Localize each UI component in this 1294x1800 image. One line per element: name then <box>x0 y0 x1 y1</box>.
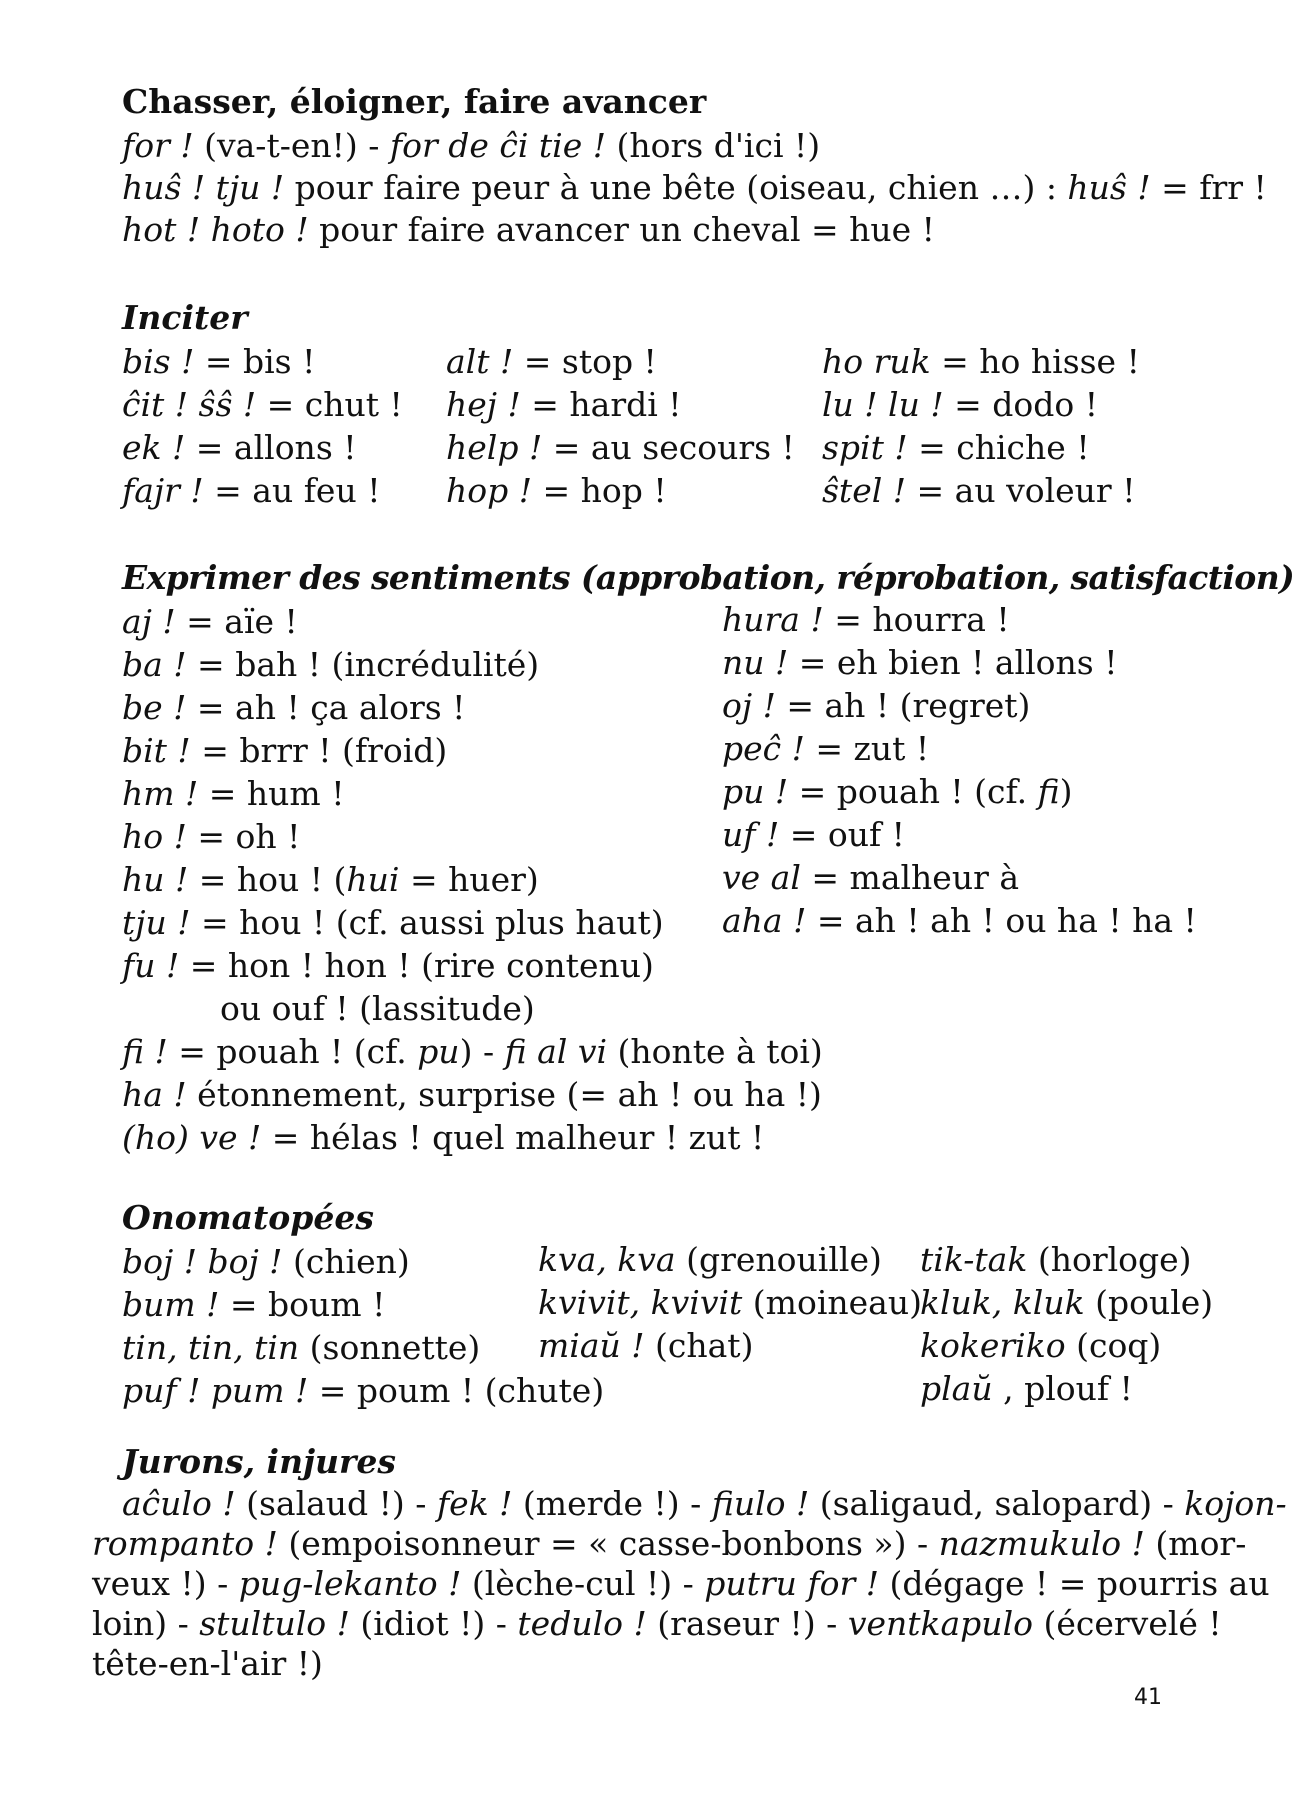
paragraph-line <box>92 1524 1247 1564</box>
translation-text: (poule) <box>1084 1283 1214 1322</box>
entry-line <box>122 860 539 900</box>
translation-text: = au voleur ! <box>906 471 1136 510</box>
translation-text: (salaud !) - <box>235 1484 437 1523</box>
esperanto-term: hui <box>346 860 400 899</box>
translation-text: tête-en-l'air !) <box>92 1644 323 1683</box>
entry-line <box>122 385 403 425</box>
translation-text: = allons ! <box>185 428 357 467</box>
entry-line <box>722 643 1117 683</box>
entry-line <box>122 946 654 986</box>
translation-text: (sonnette) <box>299 1328 481 1367</box>
esperanto-term: fajr ! <box>122 471 204 510</box>
translation-text: (va-t-en!) - <box>193 126 390 165</box>
esperanto-term: (ho) ve ! <box>122 1118 262 1157</box>
esperanto-term: ek ! <box>122 428 186 467</box>
esperanto-term: kokeriko <box>920 1326 1066 1365</box>
esperanto-term: bum ! <box>122 1285 220 1324</box>
esperanto-term: bit ! <box>122 731 191 770</box>
esperanto-term: ha ! <box>122 1075 187 1114</box>
entry-line <box>538 1240 882 1280</box>
esperanto-term: be ! <box>122 688 187 727</box>
entry-line <box>122 1032 823 1072</box>
translation-text: = hum ! <box>198 774 345 813</box>
entry-line <box>122 774 344 814</box>
entry-line <box>122 1075 822 1115</box>
esperanto-term: aj ! <box>122 602 176 641</box>
translation-text: = hop ! <box>532 471 667 510</box>
esperanto-term: pu ! <box>722 772 789 811</box>
entry-line <box>446 471 667 511</box>
translation-text: = aïe ! <box>175 602 298 641</box>
translation-text: = frr ! <box>1150 168 1267 207</box>
translation-text: = ho hisse ! <box>930 342 1140 381</box>
entry-line <box>920 1240 1192 1280</box>
esperanto-term: ĉit ! ŝŝ ! <box>122 385 257 424</box>
esperanto-term: hot ! hoto ! <box>122 210 309 249</box>
esperanto-term: help ! <box>446 428 543 467</box>
entry-line <box>446 428 795 468</box>
translation-text: = ah ! ah ! ou ha ! ha ! <box>806 901 1197 940</box>
translation-text: (coq) <box>1065 1326 1162 1365</box>
entry-line <box>122 1285 385 1325</box>
translation-text: = hon ! hon ! (rire contenu) <box>179 946 654 985</box>
entry-line <box>122 602 298 642</box>
esperanto-term: hop ! <box>446 471 532 510</box>
entry-line <box>122 903 664 943</box>
entry-line <box>822 428 1090 468</box>
esperanto-term: rompanto ! <box>92 1524 278 1563</box>
translation-text: (merde !) - <box>512 1484 712 1523</box>
translation-text: pour faire avancer un cheval = hue ! <box>308 210 935 249</box>
esperanto-term: huŝ ! tju ! <box>122 168 285 207</box>
esperanto-term: hura ! <box>722 600 824 639</box>
esperanto-term: for de ĉi tie ! <box>389 126 607 165</box>
translation-text: (chat) <box>644 1326 754 1365</box>
entry-line <box>722 815 905 855</box>
entry-line <box>722 600 1010 640</box>
entry-line <box>122 342 315 382</box>
entry-line <box>122 168 1267 208</box>
translation-text: = boum ! <box>219 1285 386 1324</box>
esperanto-term: hu ! <box>122 860 189 899</box>
esperanto-term: huŝ ! <box>1067 168 1151 207</box>
translation-text: (saligaud, salopard) - <box>809 1484 1185 1523</box>
esperanto-term: aĉulo ! <box>122 1484 236 1523</box>
esperanto-term: stultulo ! <box>199 1604 350 1643</box>
entry-line <box>722 772 1072 812</box>
translation-text: = hélas ! quel malheur ! zut ! <box>261 1118 765 1157</box>
esperanto-term: ŝtel ! <box>822 471 907 510</box>
esperanto-term: puf ! pum ! <box>122 1371 309 1410</box>
esperanto-term: kojon- <box>1184 1484 1287 1523</box>
entry-line <box>822 471 1135 511</box>
translation-text: = chut ! <box>256 385 403 424</box>
entry-line <box>122 1371 604 1411</box>
translation-text: = huer) <box>399 860 539 899</box>
esperanto-term: miaŭ ! <box>538 1326 645 1365</box>
entry-line <box>122 731 447 771</box>
translation-text: pour faire peur à une bête (oiseau, chien …) : <box>284 168 1068 207</box>
entry-line <box>822 385 1098 425</box>
esperanto-term: uf ! <box>722 815 780 854</box>
esperanto-term: bis ! <box>122 342 195 381</box>
translation-text: = au secours ! <box>542 428 795 467</box>
esperanto-term: ba ! <box>122 645 187 684</box>
esperanto-term: fi al vi <box>504 1032 608 1071</box>
esperanto-term: tik-tak <box>920 1240 1028 1279</box>
translation-text: = eh bien ! allons ! <box>788 643 1118 682</box>
translation-text: (lèche-cul !) - <box>461 1564 705 1603</box>
esperanto-term: oj ! <box>722 686 776 725</box>
entry-line <box>122 126 820 166</box>
entry-line <box>122 210 935 250</box>
esperanto-term: fiulo ! <box>711 1484 810 1523</box>
entry-line <box>122 645 539 685</box>
entry-line <box>822 342 1140 382</box>
paragraph-line <box>92 1644 1188 1684</box>
esperanto-term: spit ! <box>822 428 908 467</box>
translation-text: = hou ! ( <box>188 860 347 899</box>
entry-line <box>920 1369 1133 1409</box>
page-number: 41 <box>1134 1685 1162 1710</box>
translation-text: = chiche ! <box>907 428 1090 467</box>
translation-text: étonnement, surprise (= ah ! ou ha !) <box>186 1075 822 1114</box>
esperanto-term: tju ! <box>122 903 191 942</box>
entry-line <box>722 686 1030 726</box>
translation-text: (moineau) <box>742 1283 922 1322</box>
esperanto-term: ventkapulo <box>847 1604 1033 1643</box>
translation-text: (empoisonneur = « casse-bonbons ») - <box>277 1524 939 1563</box>
esperanto-term: pu <box>417 1032 460 1071</box>
entry-line <box>122 1118 764 1158</box>
entry-line <box>122 1242 410 1282</box>
esperanto-term: fi ! <box>122 1032 168 1071</box>
entry-line <box>122 817 300 857</box>
esperanto-term: fu ! <box>122 946 180 985</box>
translation-text: (horloge) <box>1027 1240 1192 1279</box>
esperanto-term: ve al <box>722 858 801 897</box>
entry-line <box>122 688 465 728</box>
entry-line <box>920 1326 1161 1366</box>
translation-text: veux !) - <box>92 1564 239 1603</box>
translation-text: = ah ! ça alors ! <box>186 688 466 727</box>
paragraph-line <box>92 1484 1287 1524</box>
entry-line <box>722 858 1019 898</box>
translation-text: = stop ! <box>513 342 657 381</box>
translation-text: = ah ! (regret) <box>775 686 1031 725</box>
translation-text: (dégage ! = pourris au <box>879 1564 1270 1603</box>
translation-text: loin) - <box>92 1604 200 1643</box>
translation-text: (grenouille) <box>675 1240 882 1279</box>
esperanto-term: peĉ ! <box>722 729 805 768</box>
translation-text: , plouf ! <box>992 1369 1133 1408</box>
entry-line <box>122 1328 480 1368</box>
translation-text: = pouah ! (cf. <box>788 772 1038 811</box>
entry-line <box>446 385 682 425</box>
translation-text: (raseur !) - <box>646 1604 848 1643</box>
esperanto-term: hm ! <box>122 774 199 813</box>
esperanto-term: aha ! <box>722 901 807 940</box>
paragraph-line <box>92 1564 1270 1604</box>
translation-text: ) - <box>459 1032 505 1071</box>
translation-text: ) <box>1059 772 1073 811</box>
translation-text: = hardi ! <box>520 385 682 424</box>
translation-text: = hou ! (cf. aussi plus haut) <box>190 903 664 942</box>
jurons-paragraph <box>92 1484 1287 1684</box>
esperanto-term: tedulo ! <box>517 1604 647 1643</box>
entry-line <box>722 901 1197 941</box>
entry-line <box>538 1326 753 1366</box>
entry-line <box>122 471 380 511</box>
translation-text: = malheur à <box>800 858 1020 897</box>
translation-text: (mor- <box>1144 1524 1247 1563</box>
translation-text: (écervelé ! <box>1033 1604 1222 1643</box>
esperanto-term: putru for ! <box>704 1564 880 1603</box>
heading-sentiments: Exprimer des sentiments (approbation, réprobation, satisfaction) <box>122 558 1294 597</box>
translation-text: = hourra ! <box>823 600 1010 639</box>
translation-text: = zut ! <box>804 729 930 768</box>
esperanto-term: alt ! <box>446 342 514 381</box>
translation-text: = dodo ! <box>943 385 1098 424</box>
esperanto-term: tin, tin, tin <box>122 1328 300 1367</box>
esperanto-term: for ! <box>122 126 194 165</box>
translation-text: (idiot !) - <box>349 1604 518 1643</box>
heading-chasser: Chasser, éloigner, faire avancer <box>122 82 707 121</box>
entry-line <box>446 342 657 382</box>
esperanto-term: ho ruk <box>822 342 931 381</box>
esperanto-term: nazmukulo ! <box>938 1524 1145 1563</box>
esperanto-term: kluk, kluk <box>920 1283 1085 1322</box>
esperanto-term: fi <box>1037 772 1060 811</box>
translation-text: = poum ! (chute) <box>308 1371 605 1410</box>
translation-text: (honte à toi) <box>607 1032 823 1071</box>
entry-line <box>122 428 357 468</box>
entry-line <box>722 729 929 769</box>
esperanto-term: fek ! <box>436 1484 513 1523</box>
entry-line <box>538 1283 922 1323</box>
translation-text: (chien) <box>282 1242 410 1281</box>
translation-text: = bis ! <box>194 342 316 381</box>
translation-text: = bah ! (incrédulité) <box>186 645 540 684</box>
heading-inciter: Inciter <box>122 298 248 337</box>
translation-text: = brrr ! (froid) <box>190 731 448 770</box>
esperanto-term: kvivit, kvivit <box>538 1283 743 1322</box>
paragraph-line <box>92 1604 1222 1644</box>
esperanto-term: plaŭ <box>920 1369 993 1408</box>
translation-text: = au feu ! <box>203 471 381 510</box>
esperanto-term: ho ! <box>122 817 187 856</box>
heading-onomatopees: Onomatopées <box>122 1198 374 1237</box>
translation-text: ou ouf ! (lassitude) <box>220 989 535 1028</box>
translation-text: = oh ! <box>186 817 301 856</box>
esperanto-term: nu ! <box>722 643 789 682</box>
translation-text: (hors d'ici !) <box>606 126 821 165</box>
entry-line <box>920 1283 1213 1323</box>
heading-jurons: Jurons, injures <box>122 1442 396 1481</box>
esperanto-term: lu ! lu ! <box>822 385 944 424</box>
esperanto-term: kva, kva <box>538 1240 676 1279</box>
entry-line <box>220 989 535 1029</box>
esperanto-term: hej ! <box>446 385 521 424</box>
esperanto-term: pug-lekanto ! <box>238 1564 462 1603</box>
esperanto-term: boj ! boj ! <box>122 1242 283 1281</box>
translation-text: = pouah ! (cf. <box>167 1032 418 1071</box>
translation-text: = ouf ! <box>779 815 905 854</box>
